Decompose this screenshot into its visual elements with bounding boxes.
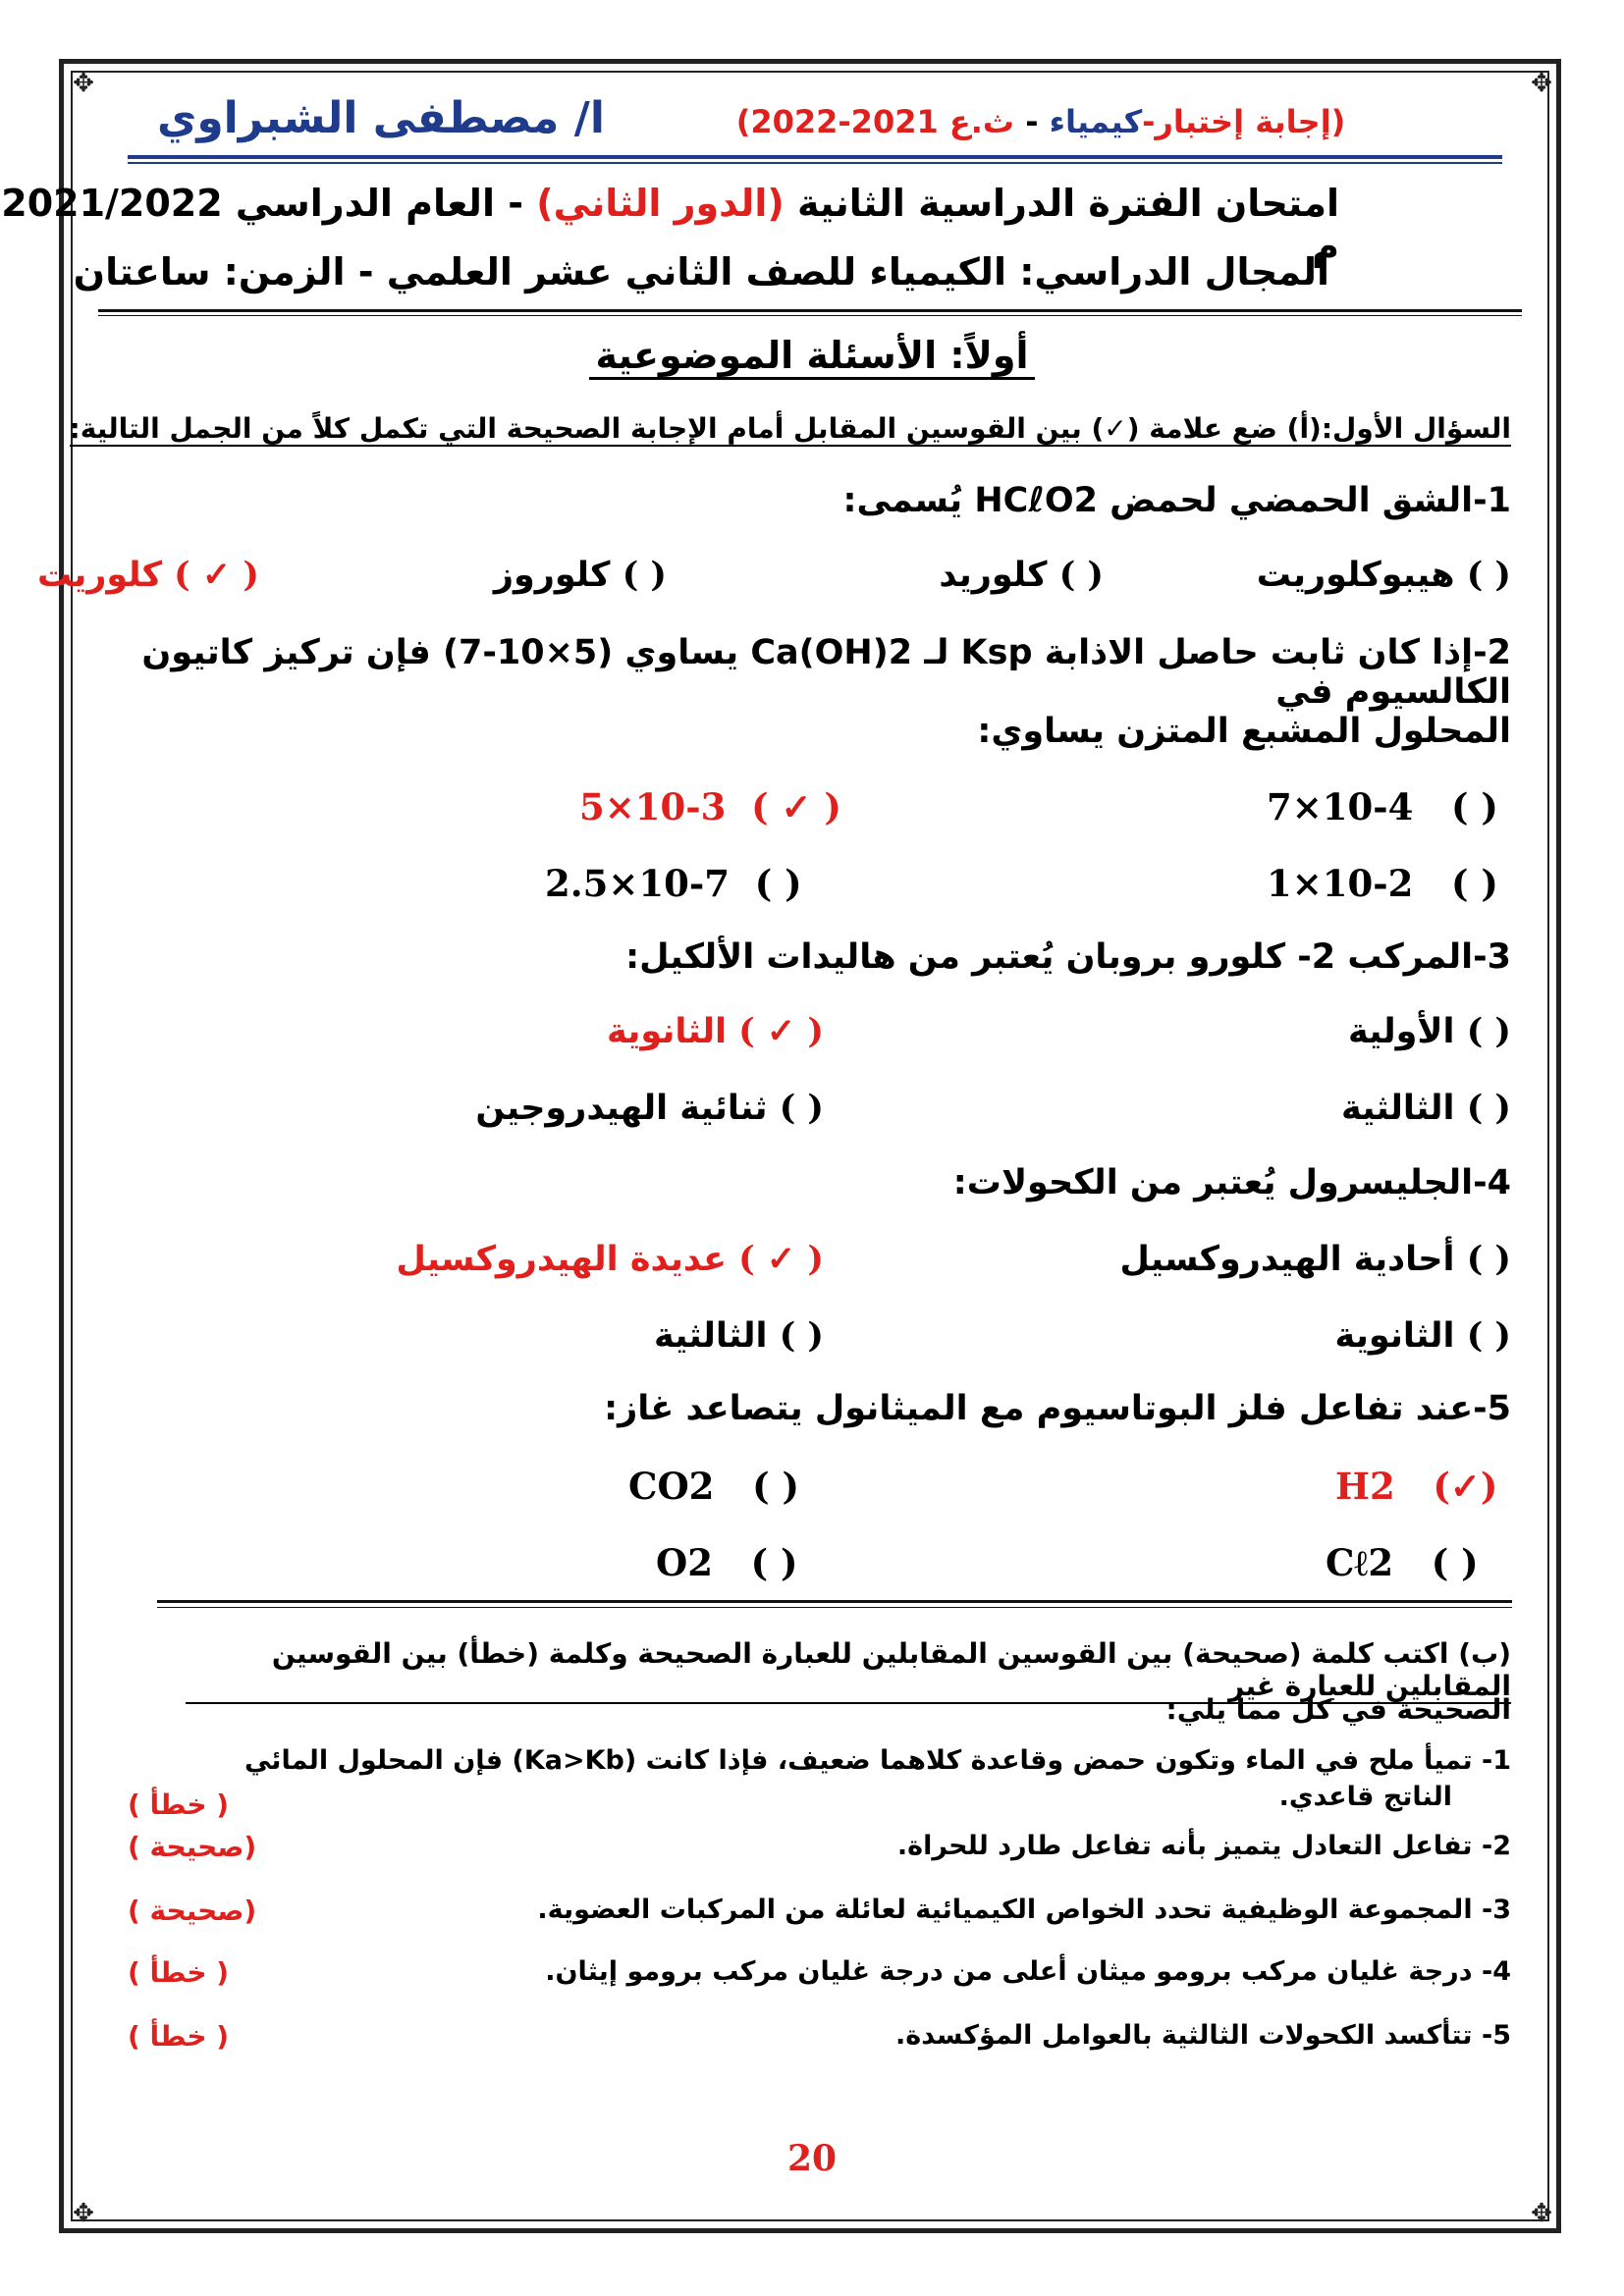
answer-mark: ( ) [1466,1088,1511,1128]
q1-option-4[interactable] [37,555,259,595]
q4-option-1[interactable] [1119,1239,1511,1279]
answer-mark: ( ✓ ) [738,1239,824,1279]
q2-option-1[interactable] [1267,785,1498,828]
teacher-name: ا/ مصطفى الشبراوي [157,93,605,143]
header-separator: - [1014,103,1050,140]
q2-option-3[interactable] [1267,862,1498,905]
tf-text: تميأ ملح في الماء وتكون حمض وقاعدة كلاهما ضعيف، فإذا كانت (Ka>Kb) فإن المحلول المائي [244,1745,1473,1776]
q4-option-2[interactable] [397,1239,825,1279]
part-b-heading-line2: الصحيحة في كل مما يلي: [1165,1693,1511,1726]
page-number: 20 [786,2138,838,2179]
answer-mark: ( ) [1058,555,1104,595]
q4-option-4[interactable] [654,1315,824,1356]
q1-stem: 1-الشق الحمضي لحمض HCℓO2 يُسمى: [842,481,1511,520]
exam-title-c: - العام الدراسي 2021/2022 م [1,182,1339,268]
corner-ornament-icon: ✥ [1531,69,1552,98]
corner-ornament-icon: ✥ [73,69,94,98]
q3-option-3[interactable] [1341,1088,1511,1128]
title-divider-thin [98,315,1522,316]
q1-option-1[interactable] [1257,555,1511,595]
answer-mark: ( ) [1466,1011,1511,1051]
q4-option-3[interactable] [1334,1315,1511,1356]
section-title [0,334,1624,377]
section-divider [157,1600,1512,1603]
q3-option-2[interactable] [607,1011,824,1051]
tf-text: المجموعة الوظيفية تحدد الخواص الكيميائية لعائلة من المركبات العضوية. [537,1895,1473,1925]
exam-title-b: (الدور الثاني) [536,182,785,225]
tf-item-3 [87,1895,1511,1925]
answer-mark: ( ✓ ) [738,1011,824,1051]
answer-mark: ( ) [752,1465,799,1508]
tf-item-1 [87,1745,1511,1776]
tf-text: تتأكسد الكحولات الثالثية بالعوامل المؤكسدة. [895,2020,1473,2051]
header-divider-thin [128,162,1502,164]
answer-mark: ( ) [622,555,667,595]
answer-mark: ( ) [754,862,802,905]
header-divider [128,155,1502,159]
option-text: 1×10-2 [1267,862,1414,905]
answer-mark: ( ) [1451,862,1498,905]
section-divider-thin [157,1607,1512,1608]
option-text: كلوروز [493,556,611,595]
exam-header [687,103,1394,162]
tf-answer-1[interactable]: ( خطأ ) [128,1789,230,1821]
corner-ornament-icon: ✥ [1531,2199,1552,2228]
tf-answer-3[interactable]: (صحيحة ) [128,1895,257,1927]
tf-item-1-cont: الناتج قاعدي. [1278,1782,1452,1812]
q4-stem: 4-الجليسرول يُعتبر من الكحولات: [952,1163,1511,1202]
answer-mark: ( ) [779,1088,824,1128]
answer-mark: ( ) [1466,555,1511,595]
tf-item-5 [87,2020,1511,2051]
tf-text: تفاعل التعادل يتميز بأنه تفاعل طارد للحراة. [896,1831,1473,1861]
q3-option-1[interactable] [1348,1011,1511,1051]
option-text: عديدة الهيدروكسيل [396,1240,727,1279]
answer-prefix: (إجابة [1255,103,1346,140]
q5-option-1[interactable] [1335,1465,1497,1508]
corner-ornament-icon: ✥ [73,2199,94,2228]
tf-number: 4- [1481,1956,1511,1987]
tf-number: 1- [1481,1745,1511,1776]
option-text: كلوريت [37,556,162,595]
q3-stem: 3-المركب 2- كلورو بروبان يُعتبر من هاليدات الألكيل: [625,937,1511,977]
tf-answer-2[interactable]: (صحيحة ) [128,1831,257,1863]
answer-mark: (✓) [1433,1465,1498,1508]
option-text: الأولية [1348,1012,1455,1051]
q2-stem-line1: 2-إذا كان ثابت حاصل الاذابة Ksp لـ Ca(OH)2 يساوي (5×10-7) فإن تركيز كاتيون الكالسيوم في [141,633,1511,712]
answer-mark: ( ) [1431,1541,1479,1584]
answer-mark: ( ✓ ) [751,785,841,828]
q1-option-3[interactable] [494,555,667,595]
q2-option-4[interactable] [545,862,802,905]
section-title-text: أولاً: الأسئلة الموضوعية [589,334,1034,380]
answer-mark: ( ) [779,1315,824,1356]
answer-mark: ( ) [1466,1315,1511,1356]
option-text: 7×10-4 [1267,785,1414,828]
option-text: 2.5×10-7 [545,862,730,905]
tf-text: درجة غليان مركب برومو ميثان أعلى من درجة غليان مركب برومو إيثان. [545,1956,1473,1987]
answer-mark: ( ✓ ) [174,555,259,595]
tf-answer-4[interactable]: ( خطأ ) [128,1956,230,1989]
option-text: H2 [1335,1465,1395,1508]
q5-stem: 5-عند تفاعل فلز البوتاسيوم مع الميثانول يتصاعد غاز: [604,1389,1511,1428]
tf-number: 3- [1481,1895,1511,1925]
option-text: الثالثية [1340,1089,1455,1128]
subject-label: كيمياء [1049,103,1143,140]
question1-heading: السؤال الأول:(أ) ضع علامة (✓) بين القوسين المقابل أمام الإجابة الصحيحة التي تكمل كلاً من الجمل التالية: [69,412,1511,445]
tf-item-4 [87,1956,1511,1987]
q5-option-4[interactable] [656,1541,798,1584]
option-text: CO2 [628,1465,715,1508]
option-text: 5×10-3 [579,785,727,828]
tf-item-2 [87,1831,1511,1861]
option-text: الثانوية [606,1012,727,1051]
q3-option-4[interactable] [475,1088,824,1128]
exam-word: إختبار- [1142,103,1245,140]
exam-title-line2: المجال الدراسي: الكيمياء للصف الثاني عشر العلمي - الزمن: ساعتان [73,250,1329,294]
part-b-heading-line1: (ب) اكتب كلمة (صحيحة) بين القوسين المقابلين للعبارة الصحيحة وكلمة (خطأ) بين القوسين المقابلين للعبارة غير [186,1637,1511,1704]
grade-year: ث.ع 2021-2022) [735,103,1015,140]
answer-mark: ( ) [1451,785,1498,828]
tf-number: 2- [1481,1831,1511,1861]
answer-mark: ( ) [750,1541,798,1584]
tf-answer-5[interactable]: ( خطأ ) [128,2020,230,2053]
option-text: Cℓ2 [1326,1541,1394,1584]
title-divider [98,309,1522,312]
option-text: ثنائية الهيدروجين [475,1089,768,1128]
q5-option-3[interactable] [1326,1541,1479,1585]
option-text: الثالثية [653,1316,768,1356]
tf-number: 5- [1481,2020,1511,2051]
q5-option-2[interactable] [628,1465,799,1508]
option-text: أحادية الهيدروكسيل [1119,1240,1455,1279]
option-text: هيبوكلوريت [1256,556,1455,595]
option-text: O2 [656,1541,713,1584]
answer-mark: ( ) [1466,1239,1511,1279]
q2-option-2[interactable] [579,785,841,828]
q1-option-2[interactable] [939,555,1104,595]
q2-stem-line2: المحلول المشبع المتزن يساوي: [977,712,1511,751]
exam-title-a: امتحان الفترة الدراسية الثانية [796,182,1339,225]
option-text: الثانوية [1334,1316,1455,1356]
option-text: كلوريد [939,556,1048,595]
